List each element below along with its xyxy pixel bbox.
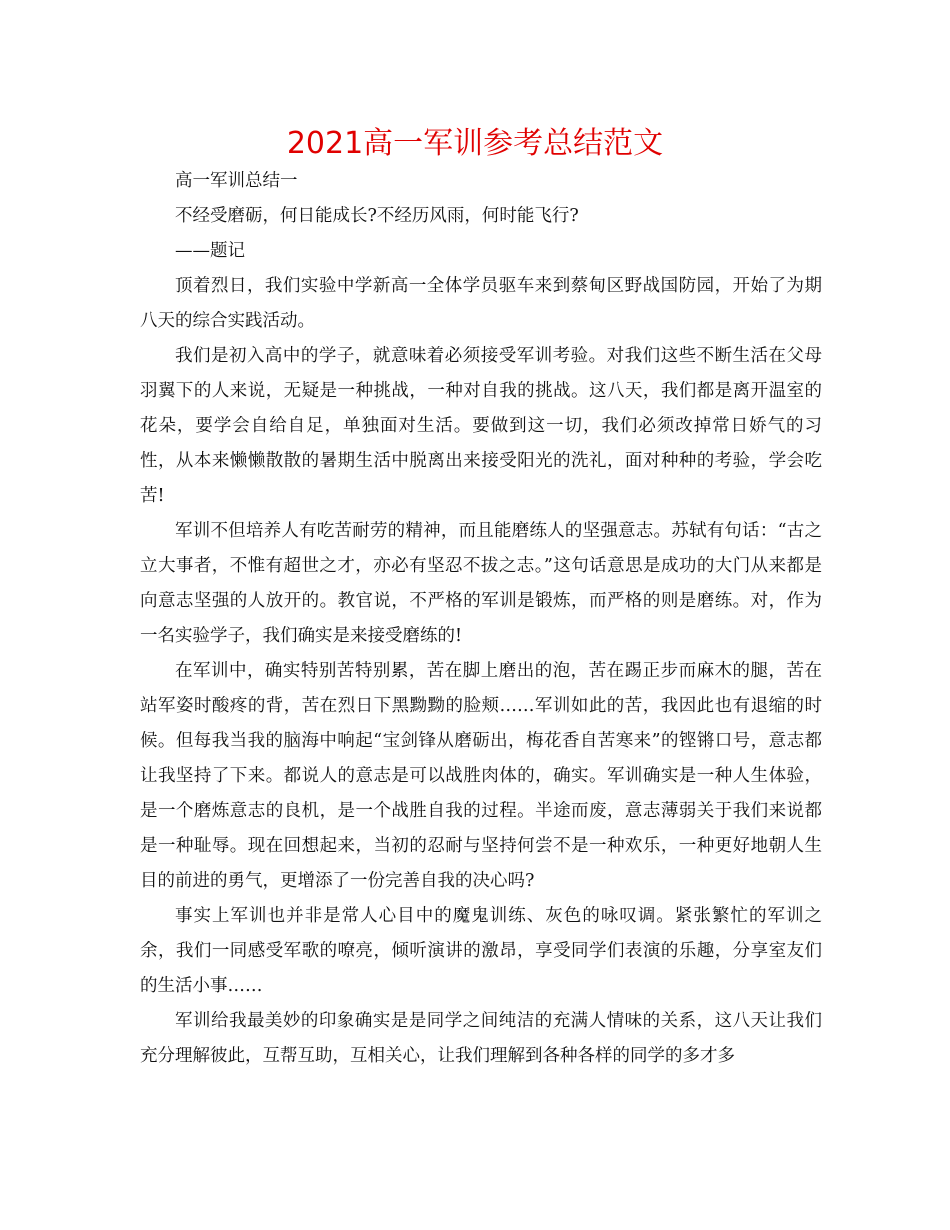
epigraph-attribution: ——题记	[175, 241, 245, 261]
paragraph: 军训给我最美妙的印象确实是是同学之间纯洁的充满人情味的关系，这八天让我们充分理解彼此，互帮互助，互相关心，让我们理解到各种各样的同学的多才多	[140, 1011, 822, 1066]
paragraph: 军训不但培养人有吃苦耐劳的精神，而且能磨练人的坚强意志。苏轼有句话：“古之立大事者，不惟有超世之才，亦必有坚忍不拔之志。”这句话意思是成功的大门从来都是向意志坚强的人放开的。教官说，不严格的军训是锻炼，而严格的则是磨练。对，作为一名实验学子，我们确实是来接受磨练的!	[140, 521, 822, 646]
document-title: 2021高一军训参考总结范文	[286, 126, 664, 161]
paragraph: 我们是初入高中的学子，就意味着必须接受军训考验。对我们这些不断生活在父母羽翼下的人来说，无疑是一种挑战，一种对自我的挑战。这八天，我们都是离开温室的花朵，要学会自给自足，单独面对生活。要做到这一切，我们必须改掉常日娇气的习性，从本来懒懒散散的暑期生活中脱离出来接受阳光的洗礼，面对种种的考验，学会吃苦!	[140, 346, 822, 506]
paragraph: 顶着烈日，我们实验中学新高一全体学员驱车来到蔡甸区野战国防园，开始了为期八天的综合实践活动。	[140, 276, 822, 331]
section-heading: 高一军训总结一	[175, 171, 298, 191]
paragraph: 在军训中，确实特别苦特别累，苦在脚上磨出的泡，苦在踢正步而麻木的腿，苦在站军姿时酸疼的背，苦在烈日下黑黝黝的脸颊……军训如此的苦，我因此也有退缩的时候。但每我当我的脑海中响起“宝剑锋从磨砺出，梅花香自苦寒来”的铿锵口号，意志都让我坚持了下来。都说人的意志是可以战胜肉体的，确实。军训确实是一种人生体验，是一个磨炼意志的良机，是一个战胜自我的过程。半途而废，意志薄弱关于我们来说都是一种耻辱。现在回想起来，当初的忍耐与坚持何尝不是一种欢乐，一种更好地朝人生目的前进的勇气，更增添了一份完善自我的决心吗?	[140, 661, 822, 891]
document-body	[140, 164, 822, 1074]
paragraph: 事实上军训也并非是常人心目中的魔鬼训练、灰色的咏叹调。紧张繁忙的军训之余，我们一同感受军歌的嘹亮，倾听演讲的激昂，享受同学们表演的乐趣，分享室友们的生活小事……	[140, 906, 822, 996]
epigraph-line: 不经受磨砺，何日能成长?不经历风雨，何时能飞行?	[175, 206, 579, 226]
